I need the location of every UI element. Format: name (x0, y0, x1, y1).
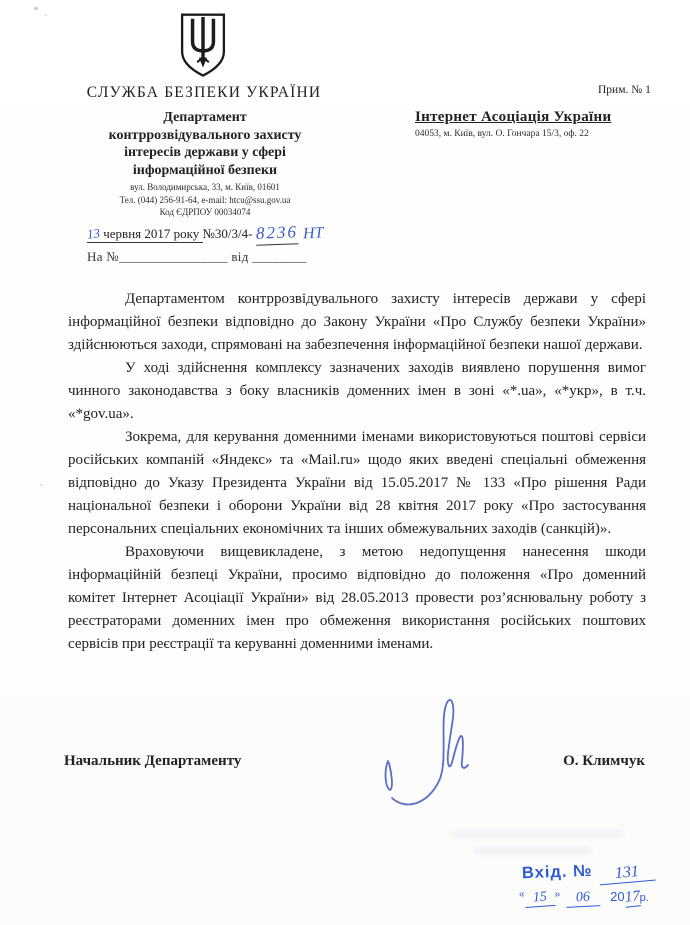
date-underlined-group (87, 226, 203, 243)
scan-speckle (40, 484, 43, 486)
bleed-through-text (451, 829, 624, 838)
department-name-block (55, 109, 355, 179)
scan-speckle (45, 14, 47, 16)
body-paragraph: Зокрема, для керування доменними іменами використовуються поштові сервіси російських компаній «Яндекс» та «Mail.ru» щодо яких введені спеціальні обмеження відповідно до Указу Президента України від 15.05.2017 № 133 «Про рішення Ради національної безпеки і оборони України від 28 квітня 2017 року «Про застосування персональних спеціальних економічних та інших обмежувальних заходів (санкцій)». (68, 429, 646, 537)
org-name: СЛУЖБА БЕЗПЕКИ УКРАЇНИ (86, 84, 322, 101)
address-line: вул. Володимирська, 33, м. Київ, 01601 (130, 182, 280, 192)
handwritten-doc-suffix: НТ (303, 224, 325, 243)
body-paragraph: Враховуючи вищевикладене, з метою недопущення нанесення шкоди інформаційній безпеці України, просимо відповідно до положення «Про доменний комітет Інтернет Асоціації України» від 28.05.2013 провести роз’яснювальну роботу з реєстраторами доменних імен про обмеження використання російських поштових сервісів при реєстрації та керуванні доменними іменами. (68, 544, 646, 652)
department-line: інформаційної безпеки (132, 162, 278, 178)
letter-body (68, 288, 646, 656)
bleed-through-text (473, 846, 592, 855)
doc-number-prefix: №30/3/4- (202, 226, 253, 241)
stamp-handwritten-year: 17 (623, 888, 641, 906)
stamp-handwritten-number: 131 (598, 862, 655, 886)
stamp-handwritten-day: 15 (524, 889, 555, 908)
handwritten-doc-number: 8236 (256, 222, 299, 245)
address-line: Код ЄДРПОУ 00034074 (159, 207, 251, 217)
stamp-quote-close: » (554, 889, 561, 900)
department-line: Департамент (163, 110, 247, 125)
typed-date: червня 2017 року (100, 226, 203, 241)
recipient-name: Інтернет Асоціація України (415, 109, 612, 125)
scan-speckle (34, 6, 39, 11)
address-line: Тел. (044) 256-91-64, e-mail: htcu@ssu.gov.ua (119, 194, 291, 205)
handwritten-day: 13 (86, 225, 101, 242)
body-paragraph: Департаментом контррозвідувального захисту інтересів держави у сфері інформаційної безпеки відповідно до Закону України «Про Службу безпеки України» здійснюються заходи, спрямовані на забезпечення інформаційної безпеки нашої держави. (68, 291, 646, 353)
outgoing-number-line (87, 223, 324, 245)
stamp-year-prefix: 20 (610, 889, 625, 904)
sender-address-block (55, 181, 355, 219)
stamp-quote-open: « (519, 889, 525, 900)
ukraine-trident-emblem-icon (174, 11, 232, 81)
signatory-name: О. Климчук (563, 753, 645, 769)
stamp-year-suffix: р. (639, 892, 649, 904)
stamp-handwritten-month: 06 (566, 889, 601, 908)
incoming-stamp-number-line (522, 863, 655, 883)
copy-number-note: Прим. № 1 (598, 84, 651, 96)
stamp-label: Вхід. № (521, 861, 593, 883)
department-line: інтересів держави у сфері (124, 145, 286, 160)
handwritten-signature-icon (372, 693, 484, 811)
reference-blank-line: На №________________ від ________ (87, 249, 307, 264)
signatory-position: Начальник Департаменту (64, 753, 242, 769)
recipient-address: 04053, м. Київ, вул. О. Гончара 15/3, оф. 22 (415, 129, 589, 139)
incoming-stamp-date-line (519, 889, 649, 907)
department-line: контррозвідувального захисту (108, 127, 302, 143)
body-paragraph: У ході здійснення комплексу зазначених заходів виявлено порушення вимог чинного законодавства з боку власників доменних імен в зоні «*.ua», «*укр», в т.ч. «*gov.ua». (68, 360, 646, 422)
